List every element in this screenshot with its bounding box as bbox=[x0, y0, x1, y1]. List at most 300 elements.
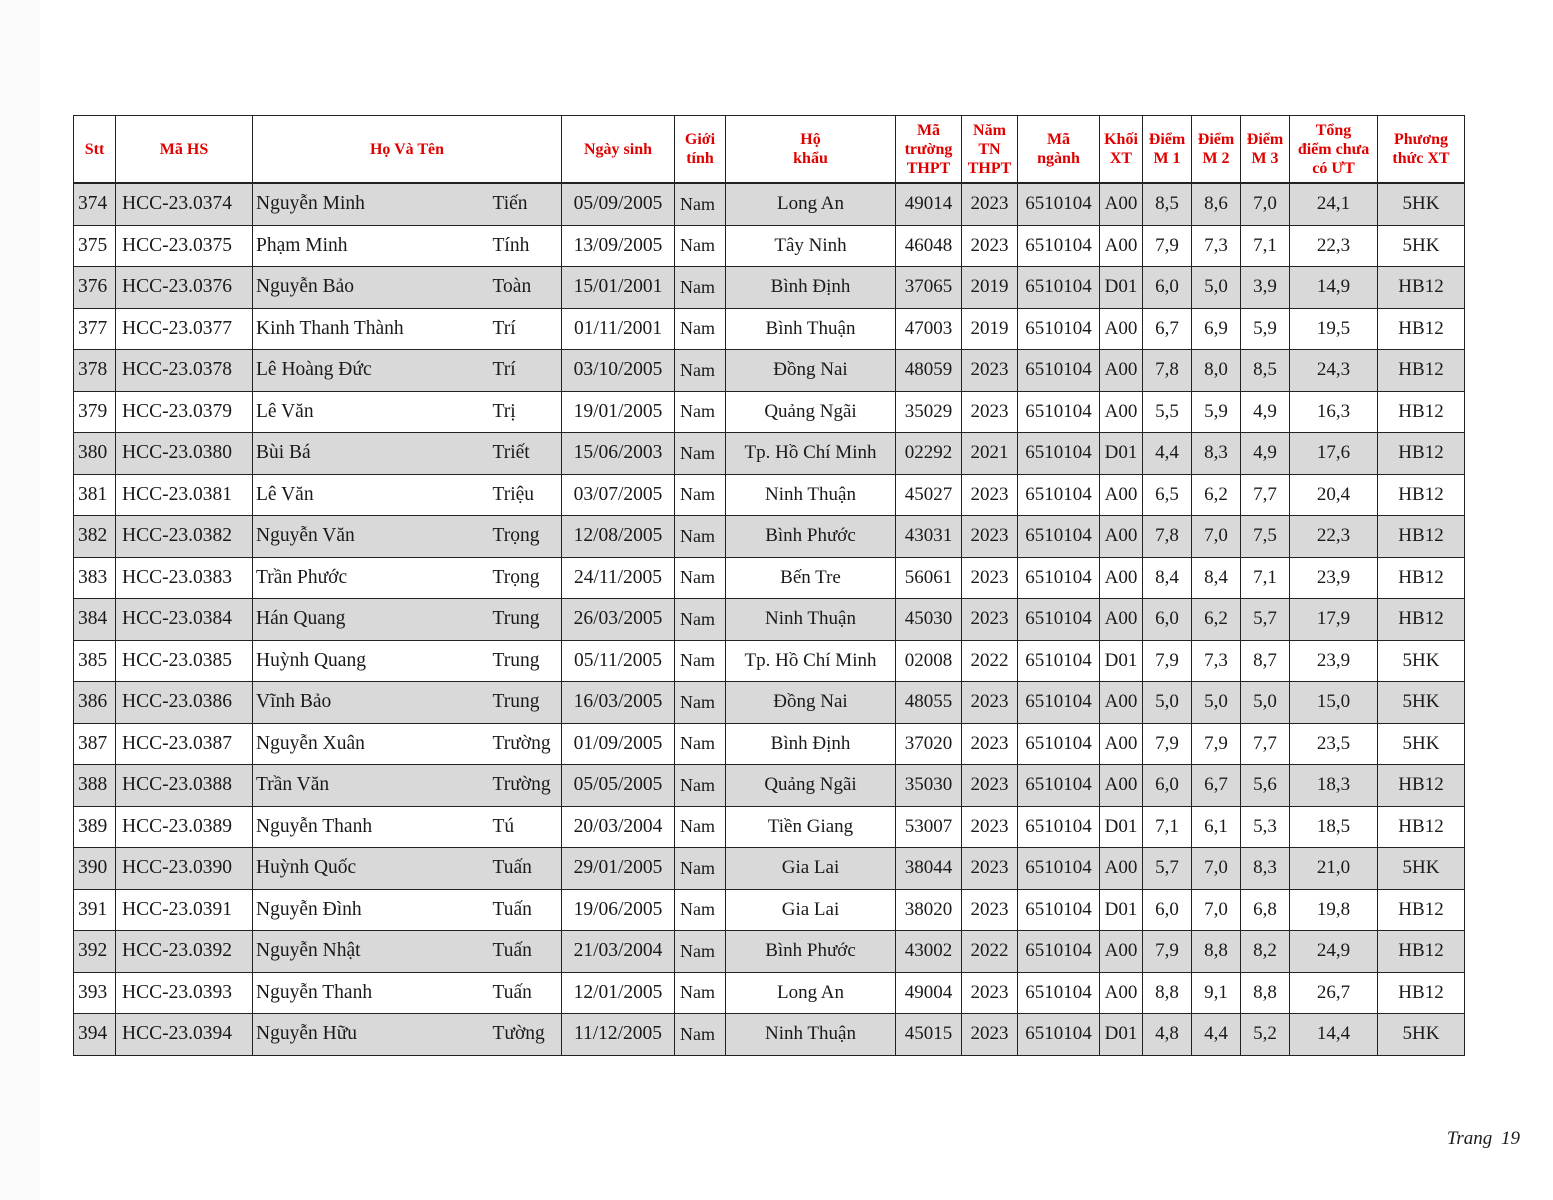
cell-nam-tn: 2023 bbox=[962, 765, 1018, 807]
cell-khoi: A00 bbox=[1100, 723, 1143, 765]
header-line: TN bbox=[978, 140, 1001, 158]
cell-gioi-tinh: Nam bbox=[675, 931, 726, 973]
cell-diem-m3: 7,1 bbox=[1241, 557, 1290, 599]
cell-stt: 377 bbox=[74, 308, 116, 350]
cell-ho-khau: Gia Lai bbox=[726, 848, 896, 890]
cell-tong-diem: 24,9 bbox=[1290, 931, 1378, 973]
cell-phuong-thuc: HB12 bbox=[1378, 889, 1465, 931]
cell-diem-m3: 5,2 bbox=[1241, 1014, 1290, 1056]
cell-nam-tn: 2023 bbox=[962, 557, 1018, 599]
table-row bbox=[74, 599, 1465, 641]
cell-diem-m3: 7,5 bbox=[1241, 516, 1290, 558]
cell-ma-hs: HCC-23.0378 bbox=[116, 350, 253, 392]
header-line: Mã bbox=[916, 121, 941, 139]
cell-diem-m1: 6,0 bbox=[1143, 765, 1192, 807]
header-line: THPT bbox=[906, 159, 951, 177]
cell-ma-hs: HCC-23.0382 bbox=[116, 516, 253, 558]
cell-ho-dem: Lê Hoàng Đức bbox=[253, 350, 490, 392]
cell-diem-m1: 8,5 bbox=[1143, 183, 1192, 225]
cell-diem-m3: 8,2 bbox=[1241, 931, 1290, 973]
cell-ngay-sinh: 01/11/2001 bbox=[562, 308, 675, 350]
cell-khoi: A00 bbox=[1100, 599, 1143, 641]
cell-ho-khau: Bình Thuận bbox=[726, 308, 896, 350]
cell-ten: Trị bbox=[490, 391, 562, 433]
cell-stt: 380 bbox=[74, 433, 116, 475]
cell-nam-tn: 2023 bbox=[962, 1014, 1018, 1056]
cell-ngay-sinh: 13/09/2005 bbox=[562, 225, 675, 267]
header-nam-tn bbox=[962, 116, 1018, 184]
cell-ho-khau: Tp. Hồ Chí Minh bbox=[726, 433, 896, 475]
cell-gioi-tinh: Nam bbox=[675, 640, 726, 682]
cell-ngay-sinh: 12/01/2005 bbox=[562, 972, 675, 1014]
header-line: Khối bbox=[1104, 131, 1138, 148]
cell-diem-m2: 7,3 bbox=[1192, 640, 1241, 682]
cell-nam-tn: 2023 bbox=[962, 350, 1018, 392]
cell-ngay-sinh: 05/09/2005 bbox=[562, 183, 675, 225]
cell-diem-m1: 5,5 bbox=[1143, 391, 1192, 433]
cell-ho-khau: Quảng Ngãi bbox=[726, 765, 896, 807]
cell-diem-m1: 8,8 bbox=[1143, 972, 1192, 1014]
cell-ma-truong: 37065 bbox=[896, 267, 962, 309]
cell-ma-hs: HCC-23.0384 bbox=[116, 599, 253, 641]
cell-khoi: A00 bbox=[1100, 557, 1143, 599]
cell-ho-dem: Lê Văn bbox=[253, 474, 490, 516]
cell-ho-dem: Bùi Bá bbox=[253, 433, 490, 475]
header-ngay-sinh: Ngày sinh bbox=[562, 116, 675, 184]
cell-ma-nganh: 6510104 bbox=[1018, 889, 1100, 931]
cell-diem-m1: 6,0 bbox=[1143, 889, 1192, 931]
cell-ma-hs: HCC-23.0389 bbox=[116, 806, 253, 848]
cell-diem-m3: 7,7 bbox=[1241, 723, 1290, 765]
cell-ho-khau: Gia Lai bbox=[726, 889, 896, 931]
cell-ma-hs: HCC-23.0394 bbox=[116, 1014, 253, 1056]
cell-ten: Trọng bbox=[490, 557, 562, 599]
cell-ten: Trung bbox=[490, 682, 562, 724]
cell-ten: Triệu bbox=[490, 474, 562, 516]
table-row bbox=[74, 682, 1465, 724]
cell-stt: 391 bbox=[74, 889, 116, 931]
cell-tong-diem: 22,3 bbox=[1290, 516, 1378, 558]
cell-ngay-sinh: 12/08/2005 bbox=[562, 516, 675, 558]
cell-diem-m1: 7,9 bbox=[1143, 640, 1192, 682]
header-diem-m2 bbox=[1192, 116, 1241, 184]
cell-phuong-thuc: HB12 bbox=[1378, 516, 1465, 558]
cell-khoi: D01 bbox=[1100, 267, 1143, 309]
table-row bbox=[74, 225, 1465, 267]
cell-stt: 393 bbox=[74, 972, 116, 1014]
header-line: có ƯT bbox=[1312, 159, 1355, 177]
cell-diem-m2: 5,0 bbox=[1192, 682, 1241, 724]
cell-nam-tn: 2019 bbox=[962, 308, 1018, 350]
cell-stt: 376 bbox=[74, 267, 116, 309]
cell-gioi-tinh: Nam bbox=[675, 1014, 726, 1056]
cell-khoi: A00 bbox=[1100, 682, 1143, 724]
cell-gioi-tinh: Nam bbox=[675, 183, 726, 225]
cell-ngay-sinh: 29/01/2005 bbox=[562, 848, 675, 890]
header-line: THPT bbox=[967, 159, 1012, 177]
cell-ma-nganh: 6510104 bbox=[1018, 848, 1100, 890]
cell-nam-tn: 2023 bbox=[962, 972, 1018, 1014]
cell-tong-diem: 18,3 bbox=[1290, 765, 1378, 807]
cell-diem-m1: 5,7 bbox=[1143, 848, 1192, 890]
cell-ma-nganh: 6510104 bbox=[1018, 1014, 1100, 1056]
cell-tong-diem: 23,9 bbox=[1290, 640, 1378, 682]
cell-ho-dem: Nguyễn Thanh bbox=[253, 972, 490, 1014]
cell-tong-diem: 24,1 bbox=[1290, 183, 1378, 225]
cell-stt: 389 bbox=[74, 806, 116, 848]
cell-ho-dem: Kinh Thanh Thành bbox=[253, 308, 490, 350]
table-row bbox=[74, 516, 1465, 558]
cell-stt: 378 bbox=[74, 350, 116, 392]
cell-ngay-sinh: 19/06/2005 bbox=[562, 889, 675, 931]
cell-diem-m1: 4,4 bbox=[1143, 433, 1192, 475]
cell-gioi-tinh: Nam bbox=[675, 308, 726, 350]
cell-ho-dem: Trần Văn bbox=[253, 765, 490, 807]
cell-phuong-thuc: HB12 bbox=[1378, 433, 1465, 475]
cell-tong-diem: 14,9 bbox=[1290, 267, 1378, 309]
header-row bbox=[74, 116, 1465, 184]
table-row bbox=[74, 806, 1465, 848]
cell-nam-tn: 2023 bbox=[962, 682, 1018, 724]
cell-gioi-tinh: Nam bbox=[675, 557, 726, 599]
cell-diem-m3: 8,7 bbox=[1241, 640, 1290, 682]
cell-ma-hs: HCC-23.0377 bbox=[116, 308, 253, 350]
cell-ma-hs: HCC-23.0392 bbox=[116, 931, 253, 973]
cell-khoi: A00 bbox=[1100, 972, 1143, 1014]
header-line: Điểm bbox=[1148, 131, 1186, 148]
cell-gioi-tinh: Nam bbox=[675, 267, 726, 309]
cell-diem-m1: 6,5 bbox=[1143, 474, 1192, 516]
cell-nam-tn: 2019 bbox=[962, 267, 1018, 309]
cell-khoi: A00 bbox=[1100, 848, 1143, 890]
cell-diem-m1: 7,9 bbox=[1143, 225, 1192, 267]
header-line: Phương bbox=[1393, 131, 1449, 148]
cell-ten: Trí bbox=[490, 308, 562, 350]
cell-khoi: D01 bbox=[1100, 640, 1143, 682]
cell-phuong-thuc: 5HK bbox=[1378, 1014, 1465, 1056]
header-line: XT bbox=[1109, 150, 1133, 167]
cell-nam-tn: 2021 bbox=[962, 433, 1018, 475]
cell-gioi-tinh: Nam bbox=[675, 806, 726, 848]
header-line: Điểm bbox=[1197, 131, 1235, 148]
cell-ma-nganh: 6510104 bbox=[1018, 972, 1100, 1014]
cell-ma-hs: HCC-23.0375 bbox=[116, 225, 253, 267]
cell-ho-dem: Nguyễn Thanh bbox=[253, 806, 490, 848]
cell-ma-truong: 43002 bbox=[896, 931, 962, 973]
header-stt: Stt bbox=[74, 116, 116, 184]
cell-ngay-sinh: 24/11/2005 bbox=[562, 557, 675, 599]
cell-diem-m1: 6,0 bbox=[1143, 267, 1192, 309]
cell-ho-dem: Lê Văn bbox=[253, 391, 490, 433]
cell-ma-truong: 38044 bbox=[896, 848, 962, 890]
cell-khoi: D01 bbox=[1100, 806, 1143, 848]
cell-diem-m2: 6,1 bbox=[1192, 806, 1241, 848]
cell-ho-dem: Nguyễn Đình bbox=[253, 889, 490, 931]
cell-diem-m3: 7,0 bbox=[1241, 183, 1290, 225]
cell-ten: Tiến bbox=[490, 183, 562, 225]
cell-stt: 383 bbox=[74, 557, 116, 599]
cell-ho-dem: Trần Phước bbox=[253, 557, 490, 599]
cell-ngay-sinh: 19/01/2005 bbox=[562, 391, 675, 433]
cell-ma-nganh: 6510104 bbox=[1018, 474, 1100, 516]
cell-phuong-thuc: HB12 bbox=[1378, 350, 1465, 392]
cell-ho-dem: Nguyễn Minh bbox=[253, 183, 490, 225]
cell-diem-m2: 8,4 bbox=[1192, 557, 1241, 599]
cell-ten: Triết bbox=[490, 433, 562, 475]
cell-ngay-sinh: 03/10/2005 bbox=[562, 350, 675, 392]
cell-diem-m1: 7,9 bbox=[1143, 723, 1192, 765]
cell-diem-m3: 4,9 bbox=[1241, 391, 1290, 433]
cell-ma-nganh: 6510104 bbox=[1018, 308, 1100, 350]
header-diem-m1 bbox=[1143, 116, 1192, 184]
cell-diem-m2: 5,9 bbox=[1192, 391, 1241, 433]
cell-ten: Trung bbox=[490, 640, 562, 682]
cell-ho-dem: Vĩnh Bảo bbox=[253, 682, 490, 724]
header-line: điểm chưa bbox=[1297, 140, 1370, 158]
cell-khoi: A00 bbox=[1100, 765, 1143, 807]
header-line: M 1 bbox=[1153, 150, 1181, 167]
cell-gioi-tinh: Nam bbox=[675, 474, 726, 516]
header-line: trường bbox=[904, 140, 953, 158]
cell-ma-nganh: 6510104 bbox=[1018, 806, 1100, 848]
cell-ma-nganh: 6510104 bbox=[1018, 391, 1100, 433]
header-ma-hs: Mã HS bbox=[116, 116, 253, 184]
cell-diem-m1: 6,7 bbox=[1143, 308, 1192, 350]
cell-ngay-sinh: 20/03/2004 bbox=[562, 806, 675, 848]
table-row bbox=[74, 308, 1465, 350]
cell-ngay-sinh: 05/11/2005 bbox=[562, 640, 675, 682]
header-gioi-tinh bbox=[675, 116, 726, 184]
cell-gioi-tinh: Nam bbox=[675, 889, 726, 931]
cell-ho-khau: Đồng Nai bbox=[726, 350, 896, 392]
table-row bbox=[74, 350, 1465, 392]
cell-ngay-sinh: 01/09/2005 bbox=[562, 723, 675, 765]
header-ma-nganh bbox=[1018, 116, 1100, 184]
table-row bbox=[74, 765, 1465, 807]
cell-diem-m2: 7,3 bbox=[1192, 225, 1241, 267]
cell-ma-nganh: 6510104 bbox=[1018, 557, 1100, 599]
cell-nam-tn: 2023 bbox=[962, 474, 1018, 516]
cell-diem-m2: 8,8 bbox=[1192, 931, 1241, 973]
header-line: thức XT bbox=[1392, 150, 1450, 167]
cell-khoi: A00 bbox=[1100, 474, 1143, 516]
cell-phuong-thuc: 5HK bbox=[1378, 225, 1465, 267]
cell-phuong-thuc: HB12 bbox=[1378, 931, 1465, 973]
cell-phuong-thuc: HB12 bbox=[1378, 474, 1465, 516]
cell-ma-nganh: 6510104 bbox=[1018, 765, 1100, 807]
cell-ngay-sinh: 15/06/2003 bbox=[562, 433, 675, 475]
cell-ma-hs: HCC-23.0386 bbox=[116, 682, 253, 724]
cell-phuong-thuc: 5HK bbox=[1378, 848, 1465, 890]
header-line: tính bbox=[686, 150, 714, 167]
cell-phuong-thuc: HB12 bbox=[1378, 972, 1465, 1014]
cell-ma-nganh: 6510104 bbox=[1018, 723, 1100, 765]
cell-diem-m3: 8,3 bbox=[1241, 848, 1290, 890]
cell-diem-m1: 7,8 bbox=[1143, 516, 1192, 558]
cell-tong-diem: 16,3 bbox=[1290, 391, 1378, 433]
cell-phuong-thuc: 5HK bbox=[1378, 682, 1465, 724]
cell-stt: 379 bbox=[74, 391, 116, 433]
cell-diem-m1: 7,1 bbox=[1143, 806, 1192, 848]
cell-tong-diem: 15,0 bbox=[1290, 682, 1378, 724]
header-phuong-thuc bbox=[1378, 116, 1465, 184]
cell-tong-diem: 22,3 bbox=[1290, 225, 1378, 267]
cell-ho-khau: Long An bbox=[726, 972, 896, 1014]
table-row bbox=[74, 889, 1465, 931]
cell-ho-dem: Huỳnh Quốc bbox=[253, 848, 490, 890]
header-tong-diem bbox=[1290, 116, 1378, 184]
cell-ma-hs: HCC-23.0393 bbox=[116, 972, 253, 1014]
table-row bbox=[74, 972, 1465, 1014]
cell-ma-truong: 35030 bbox=[896, 765, 962, 807]
cell-ten: Tuấn bbox=[490, 972, 562, 1014]
header-line: Năm bbox=[973, 121, 1006, 139]
cell-ma-nganh: 6510104 bbox=[1018, 433, 1100, 475]
cell-ho-khau: Ninh Thuận bbox=[726, 1014, 896, 1056]
cell-stt: 392 bbox=[74, 931, 116, 973]
cell-ho-khau: Quảng Ngãi bbox=[726, 391, 896, 433]
cell-ten: Tuấn bbox=[490, 848, 562, 890]
header-line: M 2 bbox=[1202, 150, 1230, 167]
cell-khoi: A00 bbox=[1100, 183, 1143, 225]
cell-ho-dem: Phạm Minh bbox=[253, 225, 490, 267]
cell-ma-nganh: 6510104 bbox=[1018, 350, 1100, 392]
table-row bbox=[74, 640, 1465, 682]
cell-ma-hs: HCC-23.0388 bbox=[116, 765, 253, 807]
header-line: M 3 bbox=[1251, 150, 1279, 167]
cell-nam-tn: 2023 bbox=[962, 806, 1018, 848]
table-row bbox=[74, 1014, 1465, 1056]
cell-diem-m2: 7,0 bbox=[1192, 889, 1241, 931]
cell-diem-m1: 6,0 bbox=[1143, 599, 1192, 641]
cell-ho-khau: Ninh Thuận bbox=[726, 599, 896, 641]
cell-gioi-tinh: Nam bbox=[675, 599, 726, 641]
cell-khoi: D01 bbox=[1100, 889, 1143, 931]
table-row bbox=[74, 183, 1465, 225]
cell-ma-hs: HCC-23.0390 bbox=[116, 848, 253, 890]
cell-diem-m2: 6,2 bbox=[1192, 474, 1241, 516]
cell-ma-truong: 46048 bbox=[896, 225, 962, 267]
cell-khoi: A00 bbox=[1100, 516, 1143, 558]
cell-khoi: D01 bbox=[1100, 433, 1143, 475]
cell-stt: 390 bbox=[74, 848, 116, 890]
cell-ma-nganh: 6510104 bbox=[1018, 931, 1100, 973]
table-row bbox=[74, 433, 1465, 475]
cell-tong-diem: 20,4 bbox=[1290, 474, 1378, 516]
cell-ma-truong: 43031 bbox=[896, 516, 962, 558]
cell-nam-tn: 2022 bbox=[962, 931, 1018, 973]
cell-gioi-tinh: Nam bbox=[675, 350, 726, 392]
cell-ten: Trọng bbox=[490, 516, 562, 558]
cell-ma-truong: 37020 bbox=[896, 723, 962, 765]
cell-diem-m3: 7,1 bbox=[1241, 225, 1290, 267]
table-row bbox=[74, 391, 1465, 433]
header-ma-truong bbox=[896, 116, 962, 184]
cell-ngay-sinh: 26/03/2005 bbox=[562, 599, 675, 641]
cell-stt: 388 bbox=[74, 765, 116, 807]
cell-diem-m3: 5,0 bbox=[1241, 682, 1290, 724]
cell-diem-m2: 7,0 bbox=[1192, 848, 1241, 890]
cell-phuong-thuc: HB12 bbox=[1378, 599, 1465, 641]
header-line: Giới bbox=[684, 131, 716, 148]
table-row bbox=[74, 474, 1465, 516]
cell-diem-m3: 7,7 bbox=[1241, 474, 1290, 516]
cell-ma-nganh: 6510104 bbox=[1018, 183, 1100, 225]
cell-ma-truong: 02292 bbox=[896, 433, 962, 475]
cell-ma-hs: HCC-23.0381 bbox=[116, 474, 253, 516]
cell-ho-dem: Nguyễn Bảo bbox=[253, 267, 490, 309]
cell-stt: 381 bbox=[74, 474, 116, 516]
cell-ten: Trí bbox=[490, 350, 562, 392]
cell-diem-m2: 7,9 bbox=[1192, 723, 1241, 765]
cell-ho-dem: Huỳnh Quang bbox=[253, 640, 490, 682]
cell-ho-khau: Bình Định bbox=[726, 267, 896, 309]
header-ho-khau bbox=[726, 116, 896, 184]
cell-diem-m3: 5,6 bbox=[1241, 765, 1290, 807]
cell-tong-diem: 17,6 bbox=[1290, 433, 1378, 475]
cell-phuong-thuc: 5HK bbox=[1378, 723, 1465, 765]
cell-ten: Toàn bbox=[490, 267, 562, 309]
cell-nam-tn: 2023 bbox=[962, 225, 1018, 267]
cell-ho-khau: Bình Phước bbox=[726, 516, 896, 558]
cell-stt: 382 bbox=[74, 516, 116, 558]
cell-diem-m1: 7,9 bbox=[1143, 931, 1192, 973]
cell-gioi-tinh: Nam bbox=[675, 972, 726, 1014]
cell-ho-khau: Tp. Hồ Chí Minh bbox=[726, 640, 896, 682]
cell-diem-m2: 6,7 bbox=[1192, 765, 1241, 807]
header-line: Điểm bbox=[1246, 131, 1284, 148]
cell-ma-hs: HCC-23.0391 bbox=[116, 889, 253, 931]
cell-phuong-thuc: HB12 bbox=[1378, 806, 1465, 848]
header-line: Hộ bbox=[800, 131, 821, 148]
cell-stt: 384 bbox=[74, 599, 116, 641]
cell-ma-nganh: 6510104 bbox=[1018, 267, 1100, 309]
cell-phuong-thuc: HB12 bbox=[1378, 267, 1465, 309]
cell-diem-m3: 5,9 bbox=[1241, 308, 1290, 350]
header-line: Mã bbox=[1046, 131, 1071, 148]
cell-phuong-thuc: HB12 bbox=[1378, 765, 1465, 807]
table-row bbox=[74, 931, 1465, 973]
cell-stt: 386 bbox=[74, 682, 116, 724]
cell-diem-m3: 8,5 bbox=[1241, 350, 1290, 392]
cell-gioi-tinh: Nam bbox=[675, 225, 726, 267]
cell-tong-diem: 24,3 bbox=[1290, 350, 1378, 392]
table-body bbox=[74, 183, 1465, 1055]
cell-khoi: A00 bbox=[1100, 931, 1143, 973]
cell-diem-m2: 4,4 bbox=[1192, 1014, 1241, 1056]
header-diem-m3 bbox=[1241, 116, 1290, 184]
cell-ho-khau: Ninh Thuận bbox=[726, 474, 896, 516]
cell-phuong-thuc: HB12 bbox=[1378, 557, 1465, 599]
header-line: khẩu bbox=[793, 150, 828, 167]
cell-ho-dem: Nguyễn Nhật bbox=[253, 931, 490, 973]
table-row bbox=[74, 848, 1465, 890]
cell-ngay-sinh: 16/03/2005 bbox=[562, 682, 675, 724]
cell-diem-m3: 8,8 bbox=[1241, 972, 1290, 1014]
cell-nam-tn: 2023 bbox=[962, 599, 1018, 641]
cell-diem-m2: 9,1 bbox=[1192, 972, 1241, 1014]
cell-diem-m3: 3,9 bbox=[1241, 267, 1290, 309]
header-line: ngành bbox=[1037, 150, 1080, 167]
cell-tong-diem: 19,8 bbox=[1290, 889, 1378, 931]
cell-nam-tn: 2023 bbox=[962, 391, 1018, 433]
cell-diem-m3: 5,7 bbox=[1241, 599, 1290, 641]
cell-diem-m2: 5,0 bbox=[1192, 267, 1241, 309]
cell-ten: Trường bbox=[490, 765, 562, 807]
cell-ten: Tường bbox=[490, 1014, 562, 1056]
cell-tong-diem: 23,5 bbox=[1290, 723, 1378, 765]
cell-ma-hs: HCC-23.0380 bbox=[116, 433, 253, 475]
